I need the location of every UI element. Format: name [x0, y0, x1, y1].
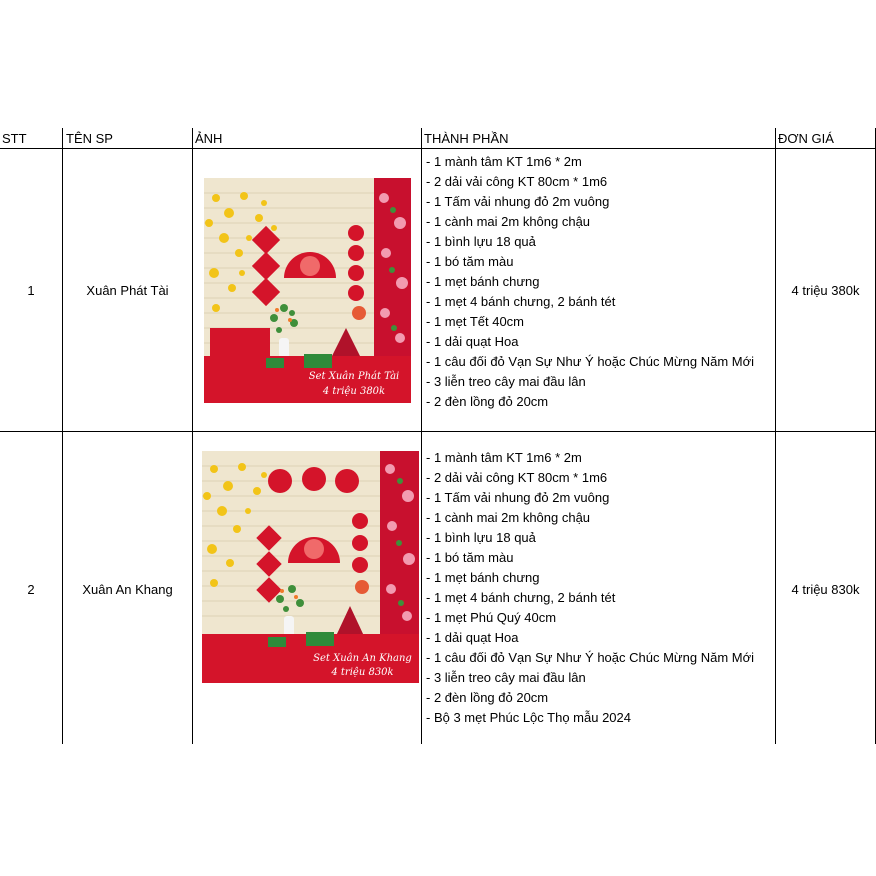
row-2-stt: 2	[27, 582, 35, 597]
list-item: - 1 mẹt 4 bánh chưng, 2 bánh tét	[426, 294, 616, 309]
row-1-product-photo	[204, 178, 411, 403]
list-item: - 3 liễn treo cây mai đầu lân	[426, 670, 586, 685]
list-item: - 1 mành tâm KT 1m6 * 2m	[426, 154, 582, 169]
list-item: - 2 dải vải công KT 80cm * 1m6	[426, 174, 608, 189]
header-name: TÊN SP	[66, 131, 113, 146]
row-1-price: 4 triệu 380k	[791, 283, 860, 298]
row-1-components-list	[426, 152, 754, 412]
list-item: - 1 dải quạt Hoa	[426, 334, 519, 349]
row-2-name: Xuân An Khang	[82, 582, 173, 597]
row-1-photo-caption-title: Set Xuân Phát Tài	[308, 371, 400, 382]
header-components: THÀNH PHẦN	[424, 131, 509, 146]
list-item: - 1 mành tâm KT 1m6 * 2m	[426, 450, 582, 465]
list-item: - 1 mẹt Phú Quý 40cm	[426, 610, 557, 625]
row-2-product-photo	[202, 451, 419, 683]
list-item: - 1 bình lựu 18 quả	[426, 530, 536, 545]
col-divider-2	[192, 128, 193, 744]
list-item: - 1 Tấm vải nhung đỏ 2m vuông	[426, 194, 610, 209]
row-2-photo-caption-title: Set Xuân An Khang	[313, 653, 412, 664]
list-item: - 1 Tấm vải nhung đỏ 2m vuông	[426, 490, 610, 505]
list-item: - 1 bó tăm màu	[426, 254, 514, 269]
list-item: - 2 dải vải công KT 80cm * 1m6	[426, 470, 608, 485]
col-divider-4	[775, 128, 776, 744]
header-bottom-line	[0, 148, 876, 149]
list-item: - Bộ 3 mẹt Phúc Lộc Thọ mẫu 2024	[426, 710, 631, 725]
list-item: - 1 dải quạt Hoa	[426, 630, 519, 645]
header-image: ẢNH	[195, 131, 223, 146]
list-item: - 1 bình lựu 18 quả	[426, 234, 536, 249]
list-item: - 3 liễn treo cây mai đầu lân	[426, 374, 586, 389]
header-price: ĐƠN GIÁ	[778, 131, 834, 146]
row-divider	[0, 431, 876, 432]
col-divider-1	[62, 128, 63, 744]
list-item: - 1 cành mai 2m không chậu	[426, 510, 591, 525]
list-item: - 2 đèn lồng đỏ 20cm	[426, 394, 549, 409]
decor-illustration	[204, 178, 411, 403]
col-divider-3	[421, 128, 422, 744]
row-1-stt: 1	[27, 283, 35, 298]
row-2-photo-caption-price: 4 triệu 830k	[331, 667, 394, 678]
list-item: - 1 bó tăm màu	[426, 550, 514, 565]
list-item: - 1 mẹt bánh chưng	[426, 274, 540, 289]
list-item: - 1 mẹt Tết 40cm	[426, 314, 525, 329]
list-item: - 1 mẹt bánh chưng	[426, 570, 540, 585]
list-item: - 1 mẹt 4 bánh chưng, 2 bánh tét	[426, 590, 616, 605]
row-2-components-list	[426, 448, 754, 728]
row-2-price: 4 triệu 830k	[791, 582, 860, 597]
list-item: - 1 câu đối đỏ Vạn Sự Như Ý hoặc Chúc Mừng Năm Mới	[426, 354, 754, 369]
header-stt: STT	[2, 131, 27, 146]
decor-illustration	[202, 451, 419, 683]
list-item: - 1 cành mai 2m không chậu	[426, 214, 591, 229]
list-item: - 2 đèn lồng đỏ 20cm	[426, 690, 549, 705]
row-1-photo-caption-price: 4 triệu 380k	[322, 386, 386, 397]
list-item: - 1 câu đối đỏ Vạn Sự Như Ý hoặc Chúc Mừng Năm Mới	[426, 650, 754, 665]
row-1-name: Xuân Phát Tài	[86, 283, 169, 298]
